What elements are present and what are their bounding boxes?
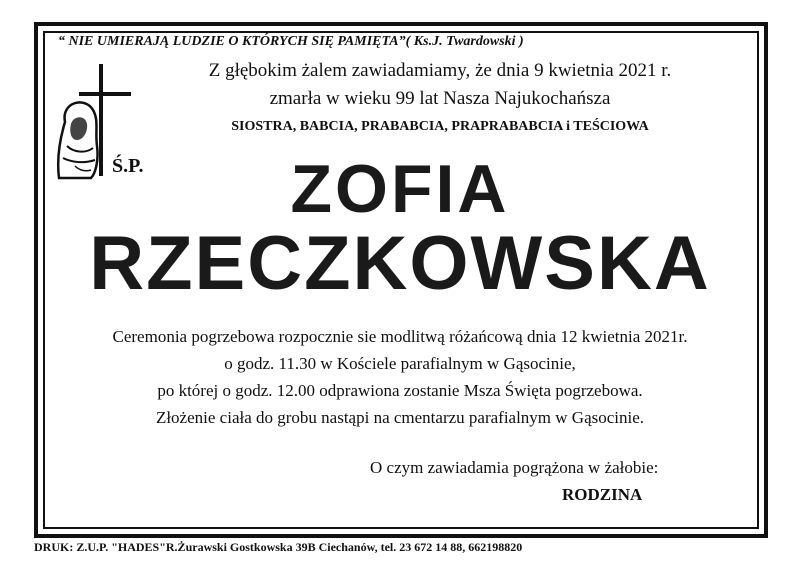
ceremony-line-3: po której o godz. 12.00 odprawiona zostanie Msza Święta pogrzebowa. bbox=[157, 381, 643, 400]
printer-footer: DRUK: Z.U.P. "HADES"R.Żurawski Gostkowska 39B Ciechanów, tel. 23 672 14 88, 662198820 bbox=[34, 540, 523, 554]
sp-label: Ś.P. bbox=[112, 155, 144, 177]
ceremony-line-2: o godz. 11.30 w Kościele parafialnym w Gąsocinie, bbox=[224, 354, 576, 373]
ceremony-line-1: Ceremonia pogrzebowa rozpocznie sie modlitwą różańcową dnia 12 kwietnia 2021r. bbox=[112, 327, 688, 346]
deceased-first-name: ZOFIA bbox=[290, 151, 510, 227]
ceremony-line-4: Złożenie ciała do grobu nastąpi na cmentarzu parafialnym w Gąsocinie. bbox=[155, 408, 645, 427]
intro-line-1: Z głębokim żalem zawiadamiamy, że dnia 9 kwietnia 2021 r. bbox=[208, 60, 672, 81]
deceased-surname: RZECZKOWSKA bbox=[89, 221, 711, 306]
relations-line: SIOSTRA, BABCIA, PRABABCIA, PRAPRABABCIA i TEŚCIOWA bbox=[231, 119, 649, 134]
intro-line-2: zmarła w wieku 99 lat Nasza Najukochańsza bbox=[269, 88, 611, 109]
signature-family: RODZINA bbox=[562, 485, 643, 504]
motto-quote: “ NIE UMIERAJĄ LUDZIE O KTÓRYCH SIĘ PAMIĘTA”( Ks.J. Twardowski ) bbox=[58, 34, 524, 49]
closing-line: O czym zawiadamia pogrążona w żałobie: bbox=[370, 458, 659, 477]
